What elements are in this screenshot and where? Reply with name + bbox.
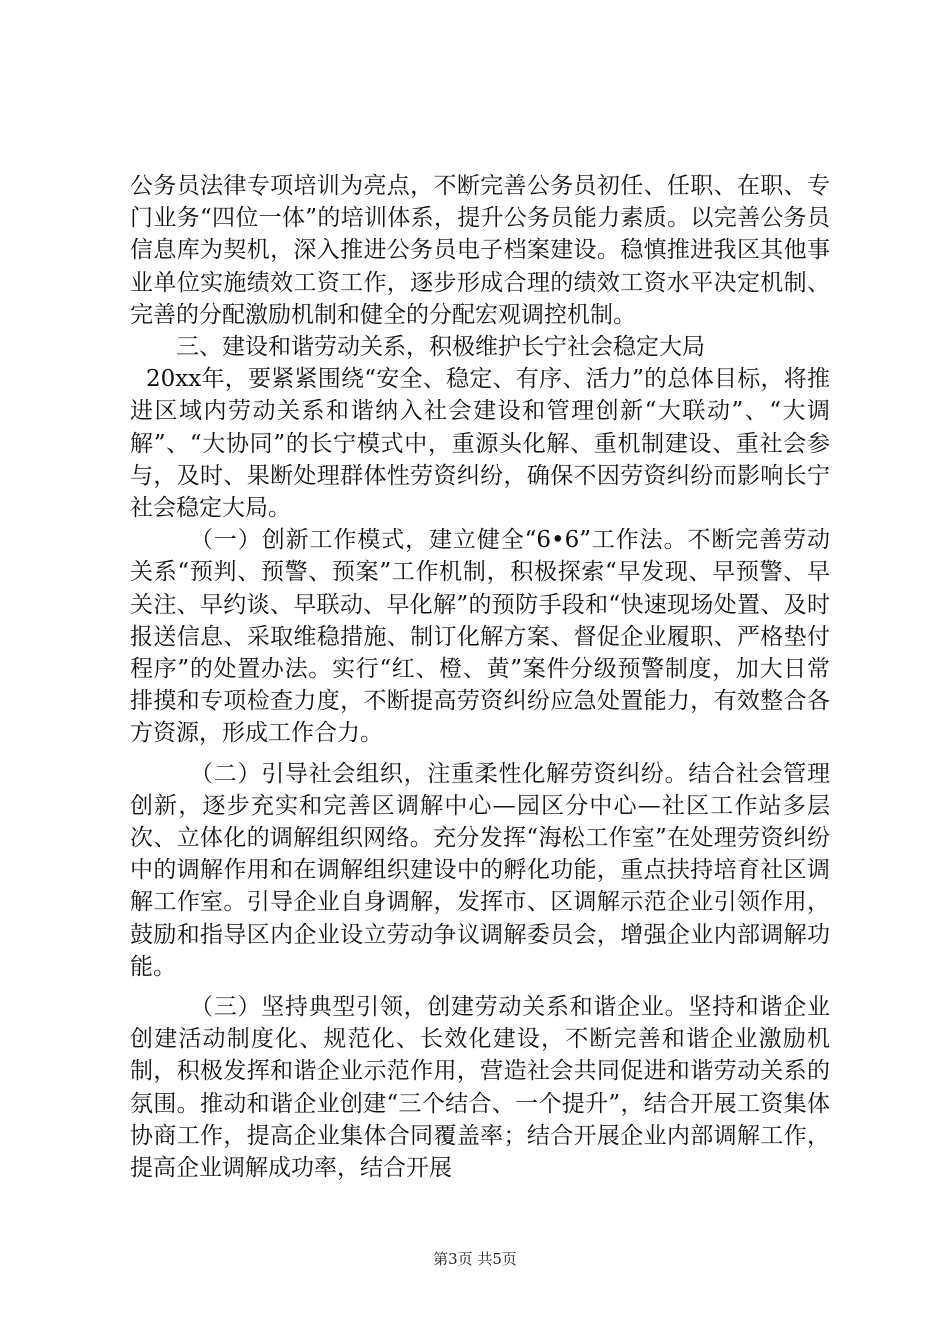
section-heading-labor-relations: 三、建设和谐劳动关系，积极维护长宁社会稳定大局 xyxy=(176,334,705,361)
paragraph-civil-servant-training: 公务员法律专项培训为亮点，不断完善公务员初任、任职、在职、专门业务“四位一体”的培训体系，提升公务员能力素质。以完善公务员信息库为契机，深入推进公务员电子档案建设。稳慎推进我区其他事业单位实施绩效工资工作，逐步形成合理的绩效工资水平决定机制、完善的分配激励机制和健全的分配宏观调控机制。 xyxy=(130,173,830,328)
page-number-footer: 第3页 共5页 xyxy=(433,1250,517,1268)
paragraph-item-one: （一）创新工作模式，建立健全“6•6”工作法。不断完善劳动关系“预判、预警、预案”工作机制，积极探索“早发现、早预警、早关注、早约谈、早联动、早化解”的预防手段和“快速现场处置、及时报送信息、采取维稳措施、制订化解方案、督促企业履职、严格垫付程序”的处置办法。实行“红、橙、黄”案件分级预警制度，加大日常排摸和专项检查力度，不断提高劳资纠纷应急处置能力，有效整合各方资源，形成工作合力。 xyxy=(130,527,830,747)
paragraph-item-two: （二）引导社会组织，注重柔性化解劳资纠纷。结合社会管理创新，逐步充实和完善区调解中心—园区分中心—社区工作站多层次、立体化的调解组织网络。充分发挥“海松工作室”在处理劳资纠纷中的调解作用和在调解组织建设中的孵化功能，重点扶持培育社区调解工作室。引导企业自身调解，发挥市、区调解示范企业引领作用，鼓励和指导区内企业设立劳动争议调解委员会，增强企业内部调解功能。 xyxy=(130,760,830,980)
paragraph-overall-goal: 20xx年，要紧紧围绕“安全、稳定、有序、活力”的总体目标，将推进区域内劳动关系和谐纳入社会建设和管理创新“大联动”、“大调解”、“大协同”的长宁模式中，重源头化解、重机制建设、重社会参与，及时、果断处理群体性劳资纠纷，确保不因劳资纠纷而影响长宁社会稳定大局。 xyxy=(130,366,830,522)
document-body xyxy=(130,170,830,1184)
paragraph-item-three: （三）坚持典型引领，创建劳动关系和谐企业。坚持和谐企业创建活动制度化、规范化、长效化建设，不断完善和谐企业激励机制，积极发挥和谐企业示范作用，营造社会共同促进和谐劳动关系的氛围。推动和谐企业创建“三个结合、一个提升”，结合开展工资集体协商工作，提高企业集体合同覆盖率；结合开展企业内部调解工作，提高企业调解成功率，结合开展 xyxy=(130,994,830,1182)
